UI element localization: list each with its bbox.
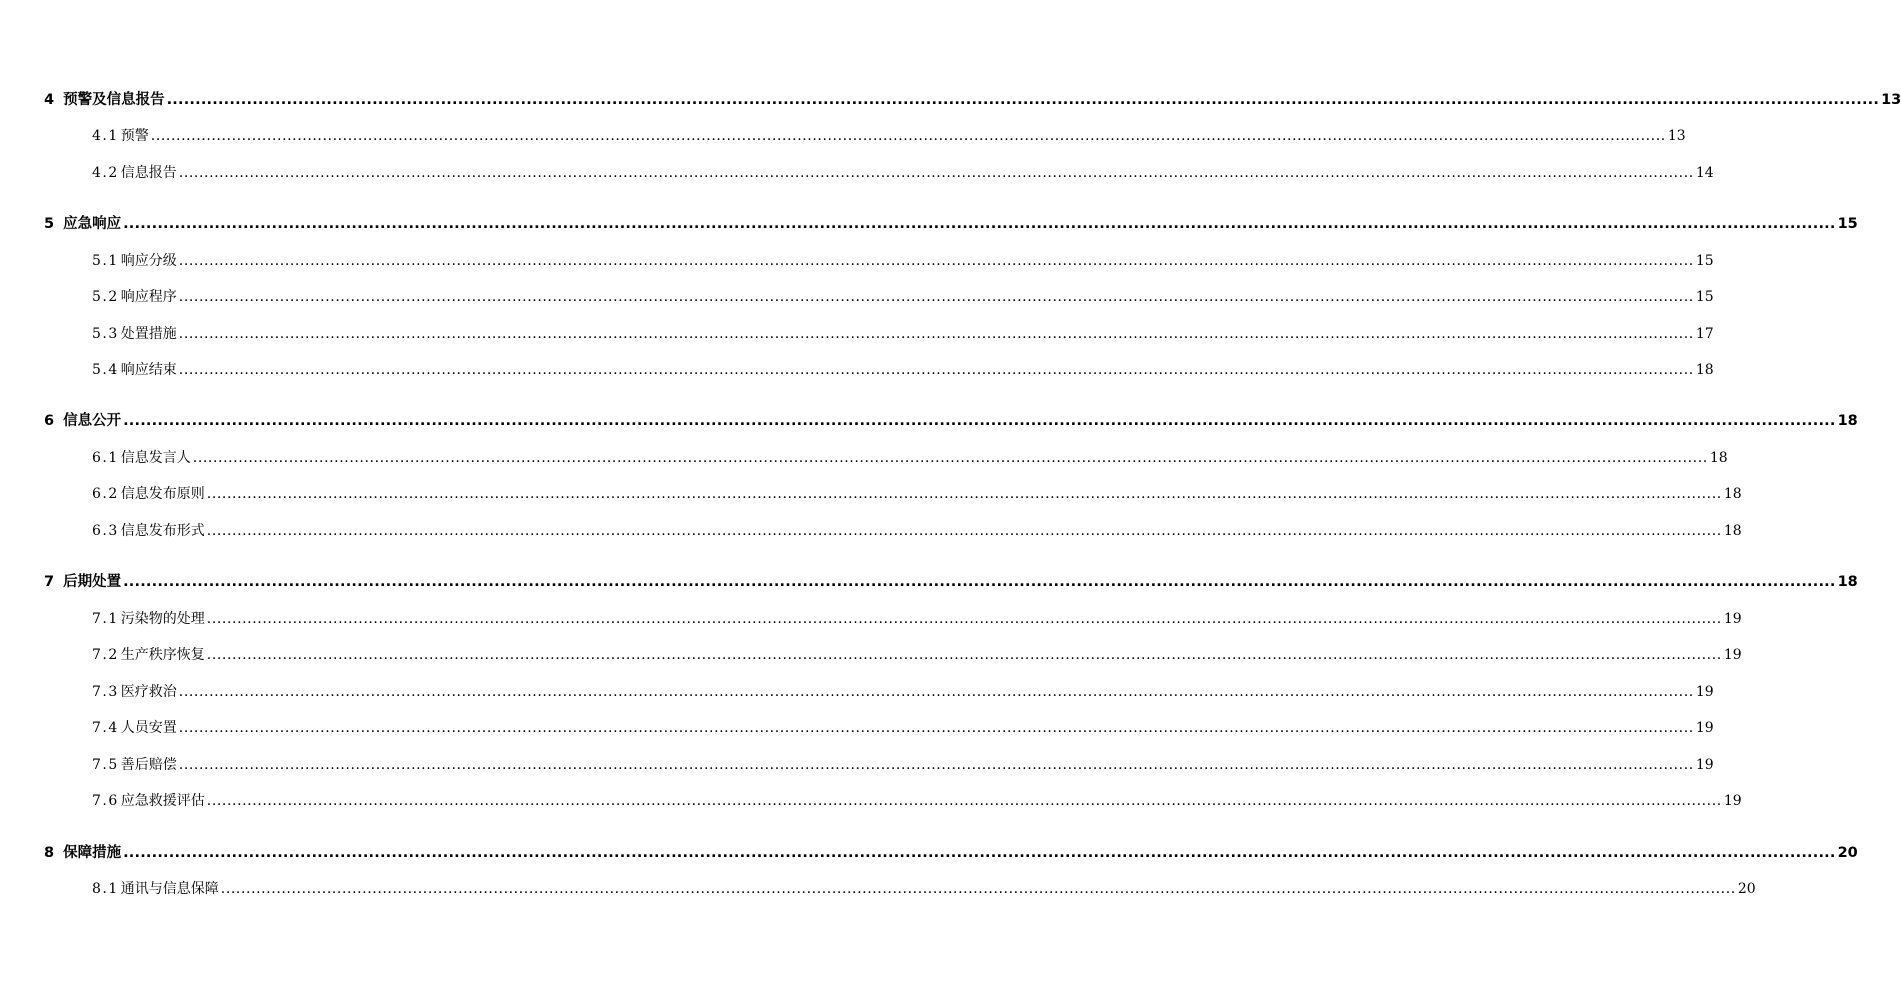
toc-title: 生产秩序恢复 (120, 647, 205, 663)
toc-entry[interactable] (92, 518, 1742, 544)
toc-number: 5.1 (92, 253, 119, 269)
toc-title: 处置措施 (120, 326, 177, 342)
toc-number: 6 (44, 413, 55, 429)
toc-leader-dots: ............................................................................................................................................................................................................................................................................................................ (178, 757, 1694, 773)
toc-number: 7.6 (92, 793, 119, 809)
toc-page-number: 20 (1837, 845, 1858, 861)
toc-page-number: 18 (1723, 486, 1742, 502)
toc-number: 7.1 (92, 611, 119, 627)
toc-page-number: 18 (1837, 413, 1858, 429)
toc-number: 5.3 (92, 326, 119, 342)
toc-number: 7.3 (92, 684, 119, 700)
toc-leader-dots: ............................................................................................................................................................................................................................................................................................................ (123, 216, 1836, 232)
toc-page-number: 13 (1881, 92, 1901, 108)
toc-page-number: 19 (1695, 757, 1714, 773)
toc-leader-dots: ............................................................................................................................................................................................................................................................................................................ (150, 128, 1666, 144)
toc-entry[interactable] (92, 248, 1714, 274)
toc-leader-dots: ............................................................................................................................................................................................................................................................................................................ (206, 523, 1722, 539)
toc-title: 信息发布形式 (120, 523, 205, 539)
toc-leader-dots: ............................................................................................................................................................................................................................................................................................................ (123, 413, 1836, 429)
toc-title: 保障措施 (63, 845, 122, 861)
toc-entry[interactable] (44, 569, 1858, 595)
toc-entry[interactable] (44, 840, 1858, 866)
toc-entry[interactable] (44, 211, 1858, 237)
toc-leader-dots: ............................................................................................................................................................................................................................................................................................................ (166, 92, 1880, 108)
toc-leader-dots: ............................................................................................................................................................................................................................................................................................................ (220, 881, 1736, 897)
toc-page-number: 15 (1695, 253, 1714, 269)
toc-title: 应急救援评估 (120, 793, 205, 809)
toc-title: 响应结束 (120, 362, 177, 378)
toc-page-number: 18 (1695, 362, 1714, 378)
toc-title: 应急响应 (63, 216, 122, 232)
toc-leader-dots: ............................................................................................................................................................................................................................................................................................................ (178, 326, 1694, 342)
toc-number: 6.1 (92, 450, 119, 466)
toc-page-number: 13 (1667, 128, 1686, 144)
toc-page-number: 18 (1709, 450, 1728, 466)
toc-number: 4.2 (92, 165, 119, 181)
toc-title: 信息公开 (63, 413, 122, 429)
toc-page-number: 14 (1695, 165, 1714, 181)
toc-entry[interactable] (92, 679, 1714, 705)
toc-leader-dots: ............................................................................................................................................................................................................................................................................................................ (178, 165, 1694, 181)
toc-page-number: 18 (1837, 574, 1858, 590)
toc-number: 7 (44, 574, 55, 590)
toc-number: 5 (44, 216, 55, 232)
toc-entry[interactable] (92, 876, 1756, 902)
toc-page-number: 19 (1723, 647, 1742, 663)
toc-title: 响应分级 (120, 253, 177, 269)
toc-entry[interactable] (92, 284, 1714, 310)
toc-entry[interactable] (44, 408, 1858, 434)
toc-title: 医疗救治 (120, 684, 177, 700)
toc-number: 8 (44, 845, 55, 861)
toc-entry[interactable] (92, 715, 1714, 741)
toc-title: 信息发言人 (120, 450, 191, 466)
toc-entry[interactable] (92, 606, 1742, 632)
toc-entry[interactable] (92, 357, 1714, 383)
toc-number: 4.1 (92, 128, 119, 144)
toc-leader-dots: ............................................................................................................................................................................................................................................................................................................ (206, 793, 1722, 809)
toc-leader-dots: ............................................................................................................................................................................................................................................................................................................ (123, 574, 1836, 590)
toc-entry[interactable] (92, 642, 1742, 668)
toc-title: 预警 (120, 128, 149, 144)
toc-entry[interactable] (92, 160, 1714, 186)
toc-number: 6.3 (92, 523, 119, 539)
toc-number: 4 (44, 92, 55, 108)
toc-page-number: 17 (1695, 326, 1714, 342)
toc-leader-dots: ............................................................................................................................................................................................................................................................................................................ (123, 845, 1836, 861)
toc-leader-dots: ............................................................................................................................................................................................................................................................................................................ (178, 362, 1694, 378)
toc-page-number: 19 (1723, 611, 1742, 627)
toc-number: 7.5 (92, 757, 119, 773)
toc-entry[interactable] (92, 321, 1714, 347)
toc-page-number: 19 (1695, 684, 1714, 700)
toc-leader-dots: ............................................................................................................................................................................................................................................................................................................ (178, 289, 1694, 305)
toc-title: 后期处置 (63, 574, 122, 590)
toc-leader-dots: ............................................................................................................................................................................................................................................................................................................ (178, 720, 1694, 736)
toc-page-number: 18 (1723, 523, 1742, 539)
toc-leader-dots: ............................................................................................................................................................................................................................................................................................................ (178, 253, 1694, 269)
toc-title: 信息发布原则 (120, 486, 205, 502)
toc-page-number: 15 (1695, 289, 1714, 305)
toc-title: 善后赔偿 (120, 757, 177, 773)
toc-number: 6.2 (92, 486, 119, 502)
toc-page-number: 20 (1737, 881, 1756, 897)
toc-number: 7.4 (92, 720, 119, 736)
toc-title: 人员安置 (120, 720, 177, 736)
toc-entry[interactable] (92, 445, 1728, 471)
toc-leader-dots: ............................................................................................................................................................................................................................................................................................................ (206, 486, 1722, 502)
toc-leader-dots: ............................................................................................................................................................................................................................................................................................................ (206, 647, 1722, 663)
toc-page-number: 15 (1837, 216, 1858, 232)
toc-number: 5.2 (92, 289, 119, 305)
toc-number: 7.2 (92, 647, 119, 663)
toc-number: 5.4 (92, 362, 119, 378)
toc-title: 预警及信息报告 (63, 92, 165, 108)
toc-leader-dots: ............................................................................................................................................................................................................................................................................................................ (206, 611, 1722, 627)
toc-entry[interactable] (44, 87, 1901, 113)
toc-title: 通讯与信息保障 (120, 881, 219, 897)
toc-page-number: 19 (1723, 793, 1742, 809)
toc-entry[interactable] (92, 481, 1742, 507)
toc-leader-dots: ............................................................................................................................................................................................................................................................................................................ (192, 450, 1708, 466)
toc-entry[interactable] (92, 752, 1714, 778)
toc-entry[interactable] (92, 788, 1742, 814)
toc-page-number: 19 (1695, 720, 1714, 736)
toc-number: 8.1 (92, 881, 119, 897)
toc-leader-dots: ............................................................................................................................................................................................................................................................................................................ (178, 684, 1694, 700)
toc-title: 污染物的处理 (120, 611, 205, 627)
toc-title: 响应程序 (120, 289, 177, 305)
toc-entry[interactable] (92, 123, 1686, 149)
toc-title: 信息报告 (120, 165, 177, 181)
